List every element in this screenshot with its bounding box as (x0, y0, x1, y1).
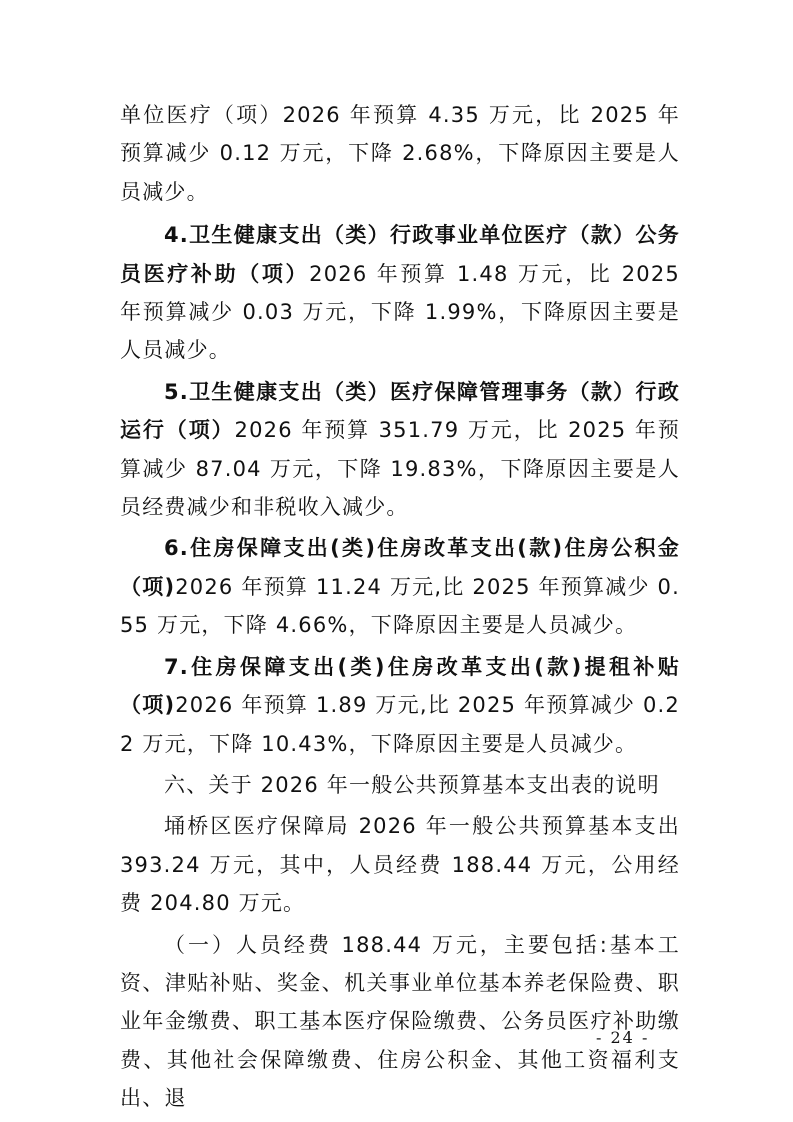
paragraph-heading: 5.卫生健康支出（类）医疗保障管理事务（款）行政运行（项） (120, 379, 680, 443)
paragraph-heading: 7.住房保障支出(类)住房改革支出(款)提租补贴（项) (120, 654, 680, 718)
section-heading-six (120, 766, 680, 804)
paragraph-item-5 (120, 373, 680, 527)
paragraph-item-6 (120, 529, 680, 644)
paragraph-text: 2026 年预算 351.79 万元，比 2025 年预算减少 87.04 万元，下降 19.83%，下降原因主要是人员经费减少和非税收入减少。 (120, 418, 680, 520)
paragraph-text: 2026 年预算 11.24 万元,比 2025 年预算减少 0.55 万元，下降 4.66%，下降原因主要是人员减少。 (120, 574, 680, 638)
paragraph-heading: 4.卫生健康支出（类）行政事业单位医疗（款）公务员医疗补助（项） (120, 223, 680, 286)
paragraph-basic-expenditure (120, 807, 680, 922)
paragraph-item-7 (120, 648, 680, 763)
paragraph-text: 2026 年预算 1.48 万元，比 2025 年预算减少 0.03 万元，下降 1.99%，下降原因主要是人员减少。 (120, 261, 680, 363)
paragraph-text: 2026 年预算 1.89 万元,比 2025 年预算减少 0.22 万元，下降 10.43%，下降原因主要是人员减少。 (120, 693, 680, 756)
paragraph-text: 埇桥区医疗保障局 2026 年一般公共预算基本支出 393.24 万元，其中，人员经费 188.44 万元，公用经费 204.80 万元。 (120, 814, 680, 916)
paragraph-personnel-expenses (120, 926, 680, 1118)
document-page (120, 96, 680, 1118)
paragraph-text: （一）人员经费 188.44 万元，主要包括:基本工资、津贴补贴、奖金、机关事业单位基本养老保险费、职业年金缴费、职工基本医疗保险缴费、公务员医疗补助缴费、其他社会保障缴费、住房公积金、其他工资福利支出、退 (120, 932, 680, 1111)
paragraph-heading: 6.住房保障支出(类)住房改革支出(款)住房公积金（项) (120, 536, 680, 599)
section-heading-text: 六、关于 2026 年一般公共预算基本支出表的说明 (164, 772, 660, 797)
page-number: - 24 - (596, 1028, 650, 1047)
paragraph-text: 单位医疗（项）2026 年预算 4.35 万元，比 2025 年预算减少 0.12 万元，下降 2.68%，下降原因主要是人员减少。 (120, 103, 680, 204)
paragraph-item-4 (120, 216, 680, 370)
paragraph-unit-medical (120, 96, 680, 211)
